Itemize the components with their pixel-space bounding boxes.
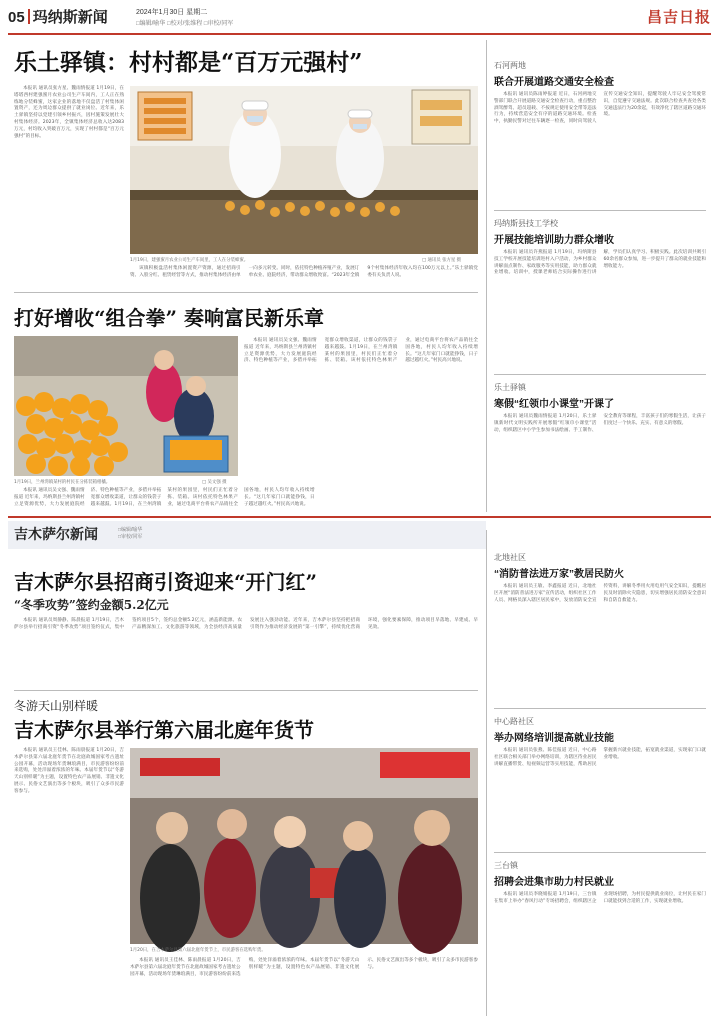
rb1-body: 本报讯 通讯员王敏、李鑫报道 近日，北地社区开展“消防普法进万家”宣传活动，组织社区工作人员、网格员深入辖区居民家中，发放消防安全宣传资料，讲解冬季用火用电用气安全知识，提醒居民及时消除火灾隐患，切实增强居民消防安全意识和自防自救能力。 (494, 584, 706, 603)
rb1-title: “消防普法进万家”教居民防火 (494, 569, 624, 580)
jimusaer-editors: □编辑/喻华 □审校/同军 (118, 527, 143, 540)
sidebar3-kicker: 乐土驿镇 (494, 383, 526, 392)
divider (494, 852, 706, 853)
sidebar2-kicker: 玛纳斯县技工学校 (494, 219, 558, 228)
rb3-kicker: 三台镇 (494, 861, 518, 870)
main-photo-credit: □ 通讯员 张方星 摄 (422, 258, 462, 263)
rb2-kicker: 中心路社区 (494, 717, 534, 726)
main-story-continued: 该镇积极盘活村集体闲置资产资源，通过招商引资、入股分红、租赁经营等方式，推动村集体经济由单一向多元转变。同时，依托特色种植养殖产业，发展订单农业、庭院经济，带动群众增收致富。“2023年全镇9个村集体经济年收入均在100万元以上。”乐土驿镇党委有关负责人说。 (130, 266, 478, 278)
sidebar3-title: 寒假“红领巾小课堂”开课了 (494, 399, 614, 410)
yearfair-headline: 吉木萨尔县举行第六届北庭年货节 (14, 718, 314, 742)
jimusaer-headline: 吉木萨尔县招商引资迎来“开门红” (14, 570, 318, 594)
main-story-body (14, 86, 124, 282)
section-number: 05 (8, 9, 25, 26)
main-photo-caption: 1月19日，建强蜜月农业公司生产车间里，工人在分装蜂蜜。 (130, 258, 249, 263)
story2-photo-caption: 1月19日，兰州湾镇某村的村民在分拣装箱柑橘。 (14, 480, 111, 485)
masthead-rule (8, 33, 711, 35)
column-divider (486, 530, 487, 1016)
section-rule (8, 516, 711, 518)
story2-photo-credit: □ 吴文强 摄 (202, 480, 227, 485)
divider (494, 210, 706, 211)
story2-headline: 打好增收“组合拳” 奏响富民新乐章 (14, 306, 324, 330)
sidebar3-body: 本报讯 通讯员魏雨情报道 1月20日，乐土驿镇新时代文明实践所开展寒假“红领巾小课堂”活动，组织辖区中小学生参加书法绘画、手工制作、安全教育等课程，丰富孩子们的寒假生活，让孩子们度过一个快乐、充实、有意义的寒假。 (494, 414, 706, 433)
story2-body-bottom: 本报讯 通讯员吴文强、魏雨情报道 近年来，玛纳斯县兰州湾镇村立足资源优势，大力发展庭院经济、特色种植等产业，多措并举拓宽群众增收渠道，让群众的钱袋子越来越鼓。1月19日，在兰州湾镇某村的果园里，村民们正忙着分拣、装箱。该村依托特色林果产业，通过电商平台将农产品销往全国各地，村民人均年收入持续增长。“这几年家门口就能挣钱，日子越过越红火。”村民高兴地说。 (14, 488, 315, 507)
rb2-body: 本报讯 通讯员张燕、陈佳报道 近日，中心路社区联合相关部门举办网络培训，为辖区待业居民讲解直播带货、短视频运营等实用技能，帮助居民掌握新兴就业技能，拓宽就业渠道，实现家门口就业增收。 (494, 748, 706, 767)
divider (14, 292, 478, 293)
editor-credits: □编辑/喻华 □校对/张维程 □审校/同军 (136, 21, 234, 27)
section-title: 玛纳斯新闻 (32, 9, 108, 26)
sidebar1-title: 联合开展道路交通安全检查 (494, 77, 614, 88)
section-header (8, 6, 108, 27)
sidebar2-title: 开展技能培训助力群众增收 (494, 235, 614, 246)
year-fair-crowd-photo (130, 748, 478, 944)
sidebar1-kicker: 石河两地 (494, 61, 526, 70)
main-story-lead: 本报讯 通讯员张方星、魏雨情报道 1月19日，在塔塔西村建强蜜月农业公司生产车间内，工人正在熟练地分装蜂蜜，这家企业的落地不仅盘活了村集体闲置资产，还为周边群众提供了就业岗位。近年来，乐土驿镇坚持以党建引领乡村振兴，因村施策发展壮大村集体经济。2023年，全镇集体经济总收入达2083万元，村均收入突破百万元，实现了村村都是“百万元强村”的目标。 (14, 86, 124, 139)
divider (14, 690, 478, 691)
sidebar1-body: 本报讯 通讯员陈雨婷报道 近日，石河两地交警部门联合开展道路交通安全检查行动，重点整治酒驾醉驾、超员超载、不按规定使用安全带等违法行为，持续营造安全有序的道路交通环境。检查中，执勤民警对过往车辆逐一检查，同时向驾驶人宣传交通安全知识，提醒驾驶人牢记安全驾驶常识，自觉遵守交通法规。此次联合检查共查处各类交通违法行为20余起，有效净化了辖区道路交通环境。 (494, 92, 706, 125)
newspaper-logo: 昌吉日报 (646, 8, 711, 26)
story2-body: 本报讯 通讯员吴文强、魏雨情报道 近年来，玛纳斯县兰州湾镇村立足资源优势，大力发展庭院经济、特色种植等产业，多措并举拓宽群众增收渠道，让群众的钱袋子越来越鼓。1月19日，在兰州湾镇某村的果园里，村民们正忙着分拣、装箱。该村依托特色林果产业，通过电商平台将农产品销往全国各地，村民人均年收入持续增长。“这几年家门口就能挣钱，日子越过越红火。”村民高兴地说。 (244, 338, 478, 364)
masthead (8, 6, 711, 36)
divider (494, 708, 706, 709)
column-divider (486, 40, 487, 512)
orange-sorting-photo (14, 336, 238, 476)
yearfair-body: 本报讯 通讯员王佳林、陈雨晨报道 1月20日，吉木萨尔县第六届北庭年货节在北庭故城国家考古遗址公园开幕，活动现场年货琳琅满目，市民游客纷纷前来选购，处处洋溢着浓浓的年味。本届年货节以“冬游天山别样暖”为主题，设置特色农产品展销、非遗文化展示、民俗文艺演出等多个板块，吸引了众多市民游客参与。 (14, 748, 124, 794)
jimusaer-body: 本报讯 通讯员周静静、陈晨报道 1月19日，吉木萨尔县举行招商引资“冬季攻势”项目签约仪式，集中签约项目5个，签约总金额5.2亿元，涵盖新能源、农产品精深加工、文化旅游等领域，为全县经济高质量发展注入强劲动能。近年来，吉木萨尔县坚持把招商引资作为推动经济发展的“第一引擎”，持续优化营商环境，强化要素保障，推动项目早落地、早建成、早见效。 (14, 618, 478, 630)
main-headline: 乐土驿镇：村村都是“百万元强村” (14, 49, 363, 76)
yearfair-photo-caption: 1月20日，在吉木萨尔县第六届北庭年货节上，市民游客在选购年货。 (130, 948, 266, 953)
rb2-title: 举办网络培训提高就业技能 (494, 733, 614, 744)
yearfair-kicker: 冬游天山别样暖 (14, 699, 99, 713)
jimusaer-section-title: 吉木萨尔新闻 (14, 527, 98, 543)
rb3-body: 本报讯 通讯员李晓娟报道 1月19日，三台镇在集市上举办“春风行动”专场招聘会，组织辖区企业现场招聘，为村民提供就业岗位，让村民在家门口就能找到合适的工作，实现就业增收。 (494, 892, 706, 904)
rb3-title: 招聘会进集市助力村民就业 (494, 877, 614, 888)
issue-date: 2024年1月30日 星期二 (136, 9, 208, 16)
divider (494, 374, 706, 375)
rb1-kicker: 北地社区 (494, 553, 526, 562)
yearfair-body-bottom: 本报讯 通讯员王佳林、陈雨晨报道 1月20日，吉木萨尔县第六届北庭年货节在北庭故城国家考古遗址公园开幕，活动现场年货琳琅满目，市民游客纷纷前来选购，处处洋溢着浓浓的年味。本届年货节以“冬游天山别样暖”为主题，设置特色农产品展销、非遗文化展示、民俗文艺演出等多个板块，吸引了众多市民游客参与。 (130, 958, 478, 977)
honey-factory-photo (130, 86, 478, 254)
jimusaer-subhead: “冬季攻势”签约金额5.2亿元 (14, 598, 169, 612)
sidebar2-body: 本报讯 通讯员许燕报道 1月19日，玛纳斯县技工学校开展技能培训进村入户活动，为乡村群众讲解面点制作、家政服务等实用技能，助力群众就业增收。培训中，授课老师结合实际操作进行讲解，学员们认真学习、积极实践。此次培训共吸引60余名群众参加，进一步提升了群众的就业技能和增收能力。 (494, 250, 706, 276)
